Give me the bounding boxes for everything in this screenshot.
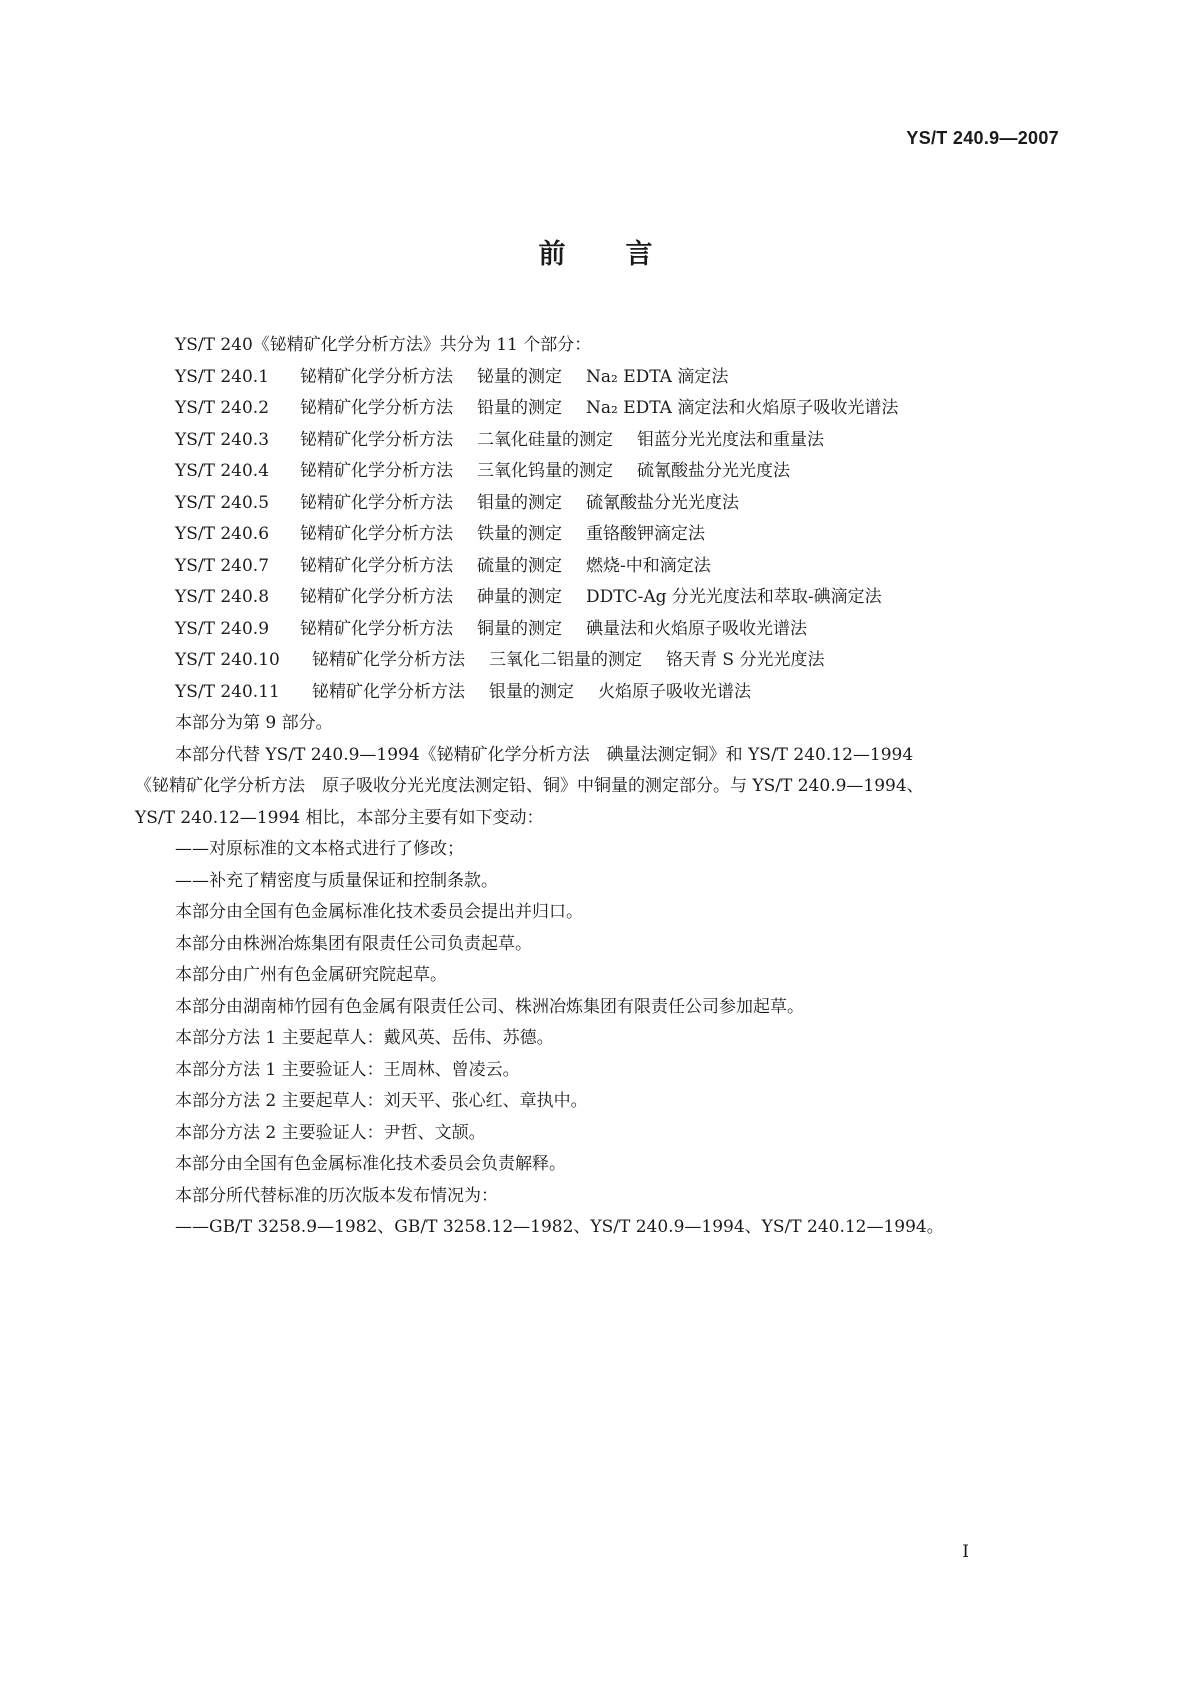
- part-category: 铋精矿化学分析方法: [300, 555, 453, 576]
- part-item: 硫量的测定: [477, 555, 562, 576]
- part-method: Na₂ EDTA 滴定法: [586, 366, 729, 387]
- statement-line: 本部分方法 1 主要验证人：王周林、曾凌云。: [175, 1059, 520, 1080]
- part-code: YS/T 240.2: [175, 398, 270, 418]
- part-method: 碘量法和火焰原子吸收光谱法: [586, 618, 807, 639]
- part-code: YS/T 240.8: [175, 587, 270, 607]
- statement-line: 本部分所代替标准的历次版本发布情况为：: [175, 1185, 498, 1206]
- part-code: YS/T 240.1: [175, 366, 270, 387]
- part-method: 硫氰酸盐分光光度法: [637, 461, 790, 481]
- statement-line: 本部分由全国有色金属标准化技术委员会负责解释。: [175, 1154, 566, 1174]
- statement-line: 本部分由湖南柿竹园有色金属有限责任公司、株洲冶炼集团有限责任公司参加起草。: [175, 996, 804, 1017]
- part-category: 铋精矿化学分析方法: [300, 429, 453, 450]
- part-code: YS/T 240.9: [175, 618, 270, 639]
- part-category: 铋精矿化学分析方法: [312, 650, 465, 670]
- part-item: 二氧化硅量的测定: [477, 429, 613, 450]
- statement-line: 本部分由株洲冶炼集团有限责任公司负责起草。: [175, 933, 532, 954]
- part-method: 燃烧-中和滴定法: [586, 555, 711, 576]
- standard-code-header: YS/T 240.9—2007: [906, 128, 1059, 148]
- part-item: 钼量的测定: [477, 492, 562, 513]
- part-category: 铋精矿化学分析方法: [300, 587, 453, 607]
- part-item: 三氧化二铝量的测定: [489, 650, 642, 670]
- statement-line: 本部分方法 2 主要验证人：尹哲、文颉。: [175, 1122, 486, 1143]
- part-item: 三氧化钨量的测定: [477, 461, 613, 481]
- replacement-line-2: 《铋精矿化学分析方法 原子吸收分光光度法测定铅、铜》中铜量的测定部分。与 YS/T 240.9—1994、: [135, 776, 924, 796]
- part-category: 铋精矿化学分析方法: [300, 366, 453, 387]
- part-item: 砷量的测定: [477, 587, 562, 607]
- part-category: 铋精矿化学分析方法: [300, 398, 453, 418]
- part-category: 铋精矿化学分析方法: [300, 461, 453, 481]
- part-list-item: [135, 362, 1085, 394]
- part-list-item: [135, 519, 1085, 551]
- change-item: ——对原标准的文本格式进行了修改；: [175, 839, 464, 859]
- part-list-item: [135, 582, 1085, 614]
- page-number: I: [962, 1542, 969, 1562]
- part-method: 火焰原子吸收光谱法: [598, 681, 751, 702]
- replacement-line-1: 本部分代替 YS/T 240.9—1994《铋精矿化学分析方法 碘量法测定铜》和 YS/T 240.12—1994: [175, 744, 914, 765]
- part-method: 硫氰酸盐分光光度法: [586, 492, 739, 513]
- parts-list: [135, 362, 1085, 709]
- statement-line: 本部分方法 2 主要起草人：刘天平、张心红、章执中。: [175, 1091, 588, 1111]
- replacement-line-3: YS/T 240.12—1994 相比，本部分主要有如下变动：: [135, 807, 544, 828]
- part-list-item: [135, 551, 1085, 583]
- part-item: 铜量的测定: [477, 618, 562, 639]
- part-code: YS/T 240.10: [175, 650, 280, 670]
- page-title: 前言: [538, 239, 713, 270]
- part-category: 铋精矿化学分析方法: [300, 492, 453, 513]
- part-code: YS/T 240.3: [175, 429, 270, 450]
- part-method: 重铬酸钾滴定法: [586, 524, 705, 544]
- statement-line: 本部分方法 1 主要起草人：戴风英、岳伟、苏德。: [175, 1028, 554, 1048]
- part-method: 钼蓝分光光度法和重量法: [637, 429, 824, 450]
- history-line: ——GB/T 3258.9—1982、GB/T 3258.12—1982、YS/T 240.9—1994、YS/T 240.12—1994。: [175, 1217, 944, 1237]
- part-item: 铁量的测定: [477, 524, 562, 544]
- change-item: ——补充了精密度与质量保证和控制条款。: [175, 870, 498, 891]
- part-category: 铋精矿化学分析方法: [300, 618, 453, 639]
- part-item: 铅量的测定: [477, 398, 562, 418]
- part-code: YS/T 240.5: [175, 492, 270, 513]
- part-list-item: [135, 393, 1085, 425]
- preface-body: [135, 330, 1085, 1244]
- part-category: 铋精矿化学分析方法: [312, 681, 465, 702]
- part-list-item: [135, 425, 1085, 457]
- part-list-item: [135, 488, 1085, 520]
- part-list-item: [135, 677, 1085, 709]
- part-list-item: [135, 645, 1085, 677]
- part-code: YS/T 240.4: [175, 461, 270, 481]
- part-statement: 本部分为第 9 部分。: [175, 713, 333, 733]
- part-code: YS/T 240.7: [175, 555, 270, 576]
- intro-line: YS/T 240《铋精矿化学分析方法》共分为 11 个部分：: [175, 335, 592, 355]
- part-item: 铋量的测定: [477, 366, 562, 387]
- statement-line: 本部分由全国有色金属标准化技术委员会提出并归口。: [175, 902, 583, 922]
- part-list-item: [135, 456, 1085, 488]
- part-list-item: [135, 614, 1085, 646]
- part-method: 铬天青 S 分光光度法: [666, 650, 825, 670]
- part-category: 铋精矿化学分析方法: [300, 524, 453, 544]
- statement-line: 本部分由广州有色金属研究院起草。: [175, 965, 447, 985]
- part-method: DDTC-Ag 分光光度法和萃取-碘滴定法: [586, 587, 882, 607]
- part-method: Na₂ EDTA 滴定法和火焰原子吸收光谱法: [586, 398, 899, 418]
- part-item: 银量的测定: [489, 681, 574, 702]
- part-code: YS/T 240.6: [175, 524, 270, 544]
- part-code: YS/T 240.11: [175, 681, 280, 702]
